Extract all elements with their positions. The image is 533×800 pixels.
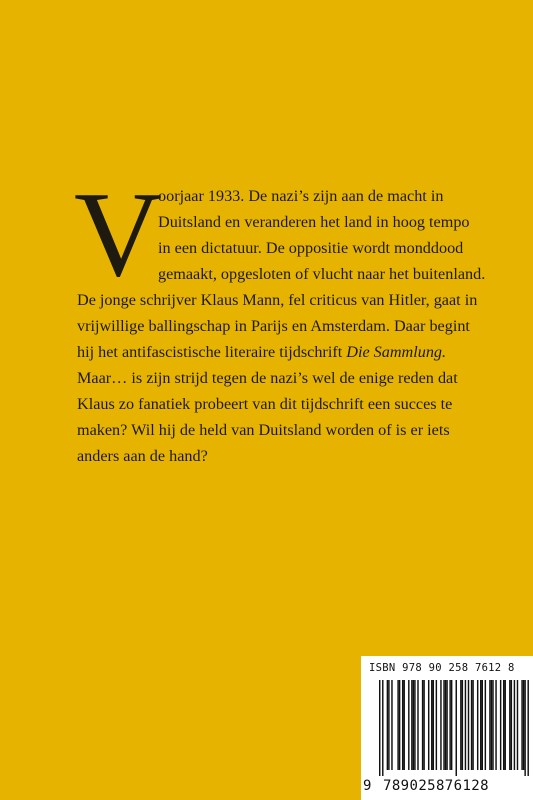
barcode-bar xyxy=(449,680,450,770)
barcode-bar xyxy=(446,680,447,770)
barcode-bar xyxy=(391,680,392,770)
blurb-line-4: gemaakt, opgesloten of vlucht naar het buitenland. xyxy=(158,265,486,283)
barcode-bar xyxy=(527,680,528,776)
barcode-bar xyxy=(399,680,400,770)
barcode-bar xyxy=(468,680,469,770)
barcode-bar xyxy=(397,680,398,770)
barcode-bar xyxy=(485,680,486,770)
barcode-bar xyxy=(480,680,481,770)
barcode-bar xyxy=(423,680,424,770)
barcode-bar xyxy=(443,680,444,770)
blurb-line-6: vrijwillige ballingschap in Parijs en Amsterdam. Daar begint xyxy=(77,317,470,335)
barcode-bar xyxy=(511,680,512,770)
blurb-line-11: anders aan de hand? xyxy=(77,447,208,465)
barcode-bar xyxy=(451,680,452,770)
barcode-bar xyxy=(436,680,437,770)
magazine-title: Die Sammlung. xyxy=(346,343,447,361)
ean-digits: 789025876128 xyxy=(383,778,489,794)
ean-first-digit: 9 xyxy=(363,778,372,794)
barcode-bar xyxy=(505,680,506,770)
blurb-line-7 xyxy=(77,344,446,360)
barcode-bar xyxy=(495,680,496,770)
barcode-bar xyxy=(431,680,432,770)
blurb-line-7-text: hij het antifascistische literaire tijdschrift xyxy=(77,343,343,361)
barcode-bar xyxy=(417,680,418,770)
barcode-bar xyxy=(472,680,473,770)
barcode-bar xyxy=(465,680,466,770)
barcode-bar xyxy=(509,680,510,770)
blurb-line-9: Klaus zo fanatiek probeert van dit tijdschrift een succes te xyxy=(77,395,453,413)
barcode-bar xyxy=(413,680,414,770)
barcode-bar xyxy=(379,680,380,776)
barcode-bar xyxy=(402,680,403,770)
barcode-bar xyxy=(445,680,446,770)
barcode-bars xyxy=(379,680,529,776)
blurb-line-5: De jonge schrijver Klaus Mann, fel criticus van Hitler, gaat in xyxy=(77,291,478,309)
barcode-bar xyxy=(521,680,522,770)
barcode-bar xyxy=(500,680,501,770)
blurb-line-10: maken? Wil hij de held van Duitsland worden of is er iets xyxy=(77,421,450,439)
barcode-bar xyxy=(460,680,461,770)
barcode-bar xyxy=(456,680,457,776)
barcode-bar xyxy=(411,680,412,770)
barcode-bar xyxy=(433,680,434,770)
barcode-bar xyxy=(489,680,490,770)
barcode-bar xyxy=(517,680,518,770)
barcode-bar xyxy=(492,680,493,770)
blurb-line-2: Duitsland en veranderen het land in hoog tempo xyxy=(158,213,470,231)
barcode-bar xyxy=(382,680,383,776)
barcode-bar xyxy=(471,680,472,770)
barcode-bar xyxy=(414,680,415,770)
barcode-bar xyxy=(514,680,515,770)
barcode-bar xyxy=(403,680,404,770)
barcode-bar xyxy=(477,680,478,770)
isbn-label: ISBN 978 90 258 7612 8 xyxy=(369,662,515,674)
barcode-bar xyxy=(524,680,525,776)
barcode-bar xyxy=(428,680,429,770)
barcode-bar xyxy=(503,680,504,770)
barcode-bar xyxy=(408,680,409,770)
blurb-line-1: oorjaar 1933. De nazi’s zijn aan de macht in xyxy=(158,187,444,205)
barcode-bar xyxy=(482,680,483,770)
barcode-bar xyxy=(523,680,524,770)
barcode-bar xyxy=(387,680,388,770)
blurb-line-3: in een dictatuur. De oppositie wordt monddood xyxy=(158,239,464,257)
barcode-bar xyxy=(422,680,423,770)
barcode-bar xyxy=(491,680,492,770)
barcode-bar xyxy=(388,680,389,770)
barcode-panel xyxy=(361,656,533,800)
drop-cap: V xyxy=(74,167,163,302)
barcode-bar xyxy=(462,680,463,770)
barcode-bar xyxy=(440,680,441,770)
blurb-line-8: Maar… is zijn strijd tegen de nazi’s wel de enige reden dat xyxy=(77,369,458,387)
